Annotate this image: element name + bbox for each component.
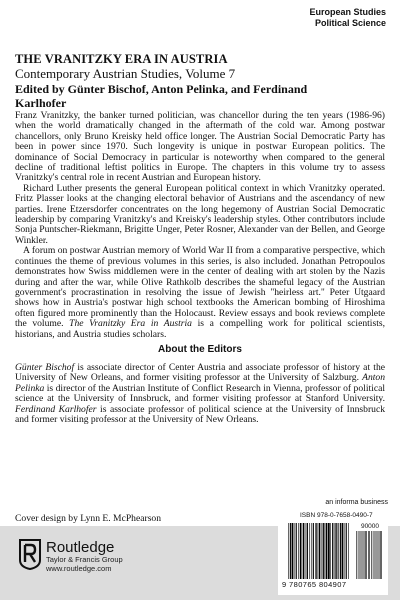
barcode-bar	[375, 531, 376, 579]
price-addon-digits: 90000	[360, 523, 380, 530]
barcode-bar	[325, 523, 326, 579]
editor-name: Anton Pelinka	[15, 372, 385, 394]
series-line: Contemporary Austrian Studies, Volume 7	[15, 66, 236, 81]
editor-name: Ferdinand Karlhofer	[15, 403, 97, 415]
barcode-bar	[368, 531, 369, 579]
publisher-url: www.routledge.com	[46, 564, 112, 573]
barcode-bar	[381, 531, 382, 579]
barcode-bar	[342, 523, 344, 579]
barcode-bar	[364, 531, 365, 579]
barcode-bar	[288, 523, 289, 579]
barcode-bar	[290, 523, 291, 579]
barcode-bar	[363, 531, 364, 579]
barcode-bar	[313, 523, 314, 579]
barcode-bar	[328, 523, 330, 579]
description-paragraph: Richard Luther presents the general European political context in which Vranitzky operated. Fritz Plasser looks at the changing electoral behavior of Austrians and the ascendancy of new parties. Irene Etzersdorfer concentrates on the long hegemony of Austrian Social Democratic leadership by comparing Vranitzky's and Kreisky's leadership styles. Other contributors include Sonja Puntscher-Riekmann, Brigitte Unger, Peter Rosner, Alexander van der Bellen, and George Winkler.	[15, 182, 385, 246]
barcode-bar	[344, 523, 345, 579]
publisher-name: Routledge	[46, 539, 115, 556]
barcode-bar	[315, 523, 316, 579]
barcode-bar	[373, 531, 374, 579]
barcode-bar	[338, 523, 339, 579]
description-text: is a compelling work for political scientists, historians, and Austria studies scholars.	[15, 318, 386, 340]
barcode-bar	[306, 523, 307, 579]
barcode-bar	[376, 531, 377, 579]
editors-line: Edited by Günter Bischof, Anton Pelinka, and Ferdinand Karlhofer	[15, 82, 308, 110]
barcode-bar	[369, 531, 370, 579]
book-description	[15, 111, 385, 340]
subject-categories	[309, 7, 386, 29]
subject-category: Political Science	[314, 18, 386, 28]
barcode-bar	[361, 531, 362, 579]
ean-barcode	[288, 523, 350, 579]
barcode-bar	[307, 523, 308, 579]
description-paragraph	[15, 246, 385, 340]
barcode-bar	[365, 531, 366, 579]
barcode-bar	[303, 523, 305, 579]
barcode-bar	[348, 523, 349, 579]
barcode-bar	[322, 523, 323, 579]
editor-bio: is associate director of Center Austria and associate professor of history at the University of New Orleans, and former visiting professor at the University of Salzburg.	[15, 362, 386, 384]
cover-design-credit: Cover design by Lynn E. McPhearson	[15, 513, 162, 524]
barcode-bar	[296, 523, 297, 579]
barcode-bar	[326, 523, 328, 579]
barcode-bar	[366, 531, 367, 579]
book-title-italic: The Vranitzky Era in Austria	[69, 318, 192, 330]
barcode-bar	[292, 523, 294, 579]
ean-digits: 9 780765 804907	[282, 580, 347, 589]
editor-name: Günter Bischof	[15, 362, 75, 373]
description-text: A forum on postwar Austrian memory of World War II from a comparative perspective, which continues the theme of previous volumes in this series, is also included. Jonathan Petropoulos demonstrates how Swiss middlemen were in the center of dealing with art stolen by the Nazis during and after the war, while Olive Rathkolb describes the shameful legacy of the Austrian government's procrastination in resolving the issue of Jewish "heirless art." Peter Utgaard shows how in Austria's postwar high school textbooks the American bombing of Hiroshima often figured more prominently than the Holocaust. Review essays and book reviews complete the volume.	[15, 245, 385, 330]
barcode-bar	[356, 531, 357, 579]
barcode-bar	[300, 523, 302, 579]
barcode-bar	[336, 523, 337, 579]
barcode-bar	[309, 523, 310, 579]
isbn-number: ISBN 978-0-7658-0490-7	[300, 512, 373, 519]
informa-tagline: an informa business	[325, 499, 388, 506]
barcode-bar	[334, 523, 335, 579]
barcode-bar	[371, 531, 372, 579]
barcode-bar	[340, 523, 341, 579]
barcode-bar	[346, 523, 347, 579]
barcode-bar	[311, 523, 312, 579]
barcode-bar	[332, 523, 333, 579]
barcode-bar	[358, 531, 359, 579]
barcode-bar	[319, 523, 321, 579]
publisher-group: Taylor & Francis Group	[46, 555, 123, 564]
barcode-bar	[316, 523, 317, 579]
barcode-bar	[379, 531, 380, 579]
book-title: THE VRANITZKY ERA IN AUSTRIA	[15, 52, 228, 66]
barcode-bar	[335, 523, 336, 579]
subject-category: European Studies	[309, 7, 386, 17]
barcode-bar	[380, 531, 381, 579]
editor-bio: is director of the Austrian Institute of Conflict Research in Vienna, professor of political science at the University of Innsbruck, and former visiting professor at Stanford University.	[15, 382, 385, 405]
about-editors-heading: About the Editors	[158, 344, 242, 355]
description-paragraph: Franz Vranitzky, the banker turned politician, was chancellor during the ten years (1986-96) when the world dramatically changed in the aftermath of the cold war. Among postwar chancellors, only Bruno Kreisky held office longer. The Austrian Social Democratic Party has been in power since 1970. Such longevity is unique in postwar European politics. The dominance of Social Democracy in particular is noteworthy when compared to the general decline of traditional leftist politics in Europe. The chapters in this volume try to assess Vranitzky's central role in recent Austrian and European history.	[15, 110, 385, 184]
editor-bio: is associate professor of political science at the University of Innsbruck and former visiting professor at the University of New Orleans.	[15, 403, 386, 426]
barcode-bar	[294, 523, 295, 579]
about-editors-text	[15, 363, 385, 425]
barcode-bar	[298, 523, 299, 579]
addon-barcode	[356, 531, 384, 579]
routledge-r-emblem-icon	[18, 538, 42, 570]
barcode-bar	[378, 531, 379, 579]
barcode-bar	[360, 531, 361, 579]
barcode-bar	[330, 523, 331, 579]
barcode-bar	[323, 523, 324, 579]
